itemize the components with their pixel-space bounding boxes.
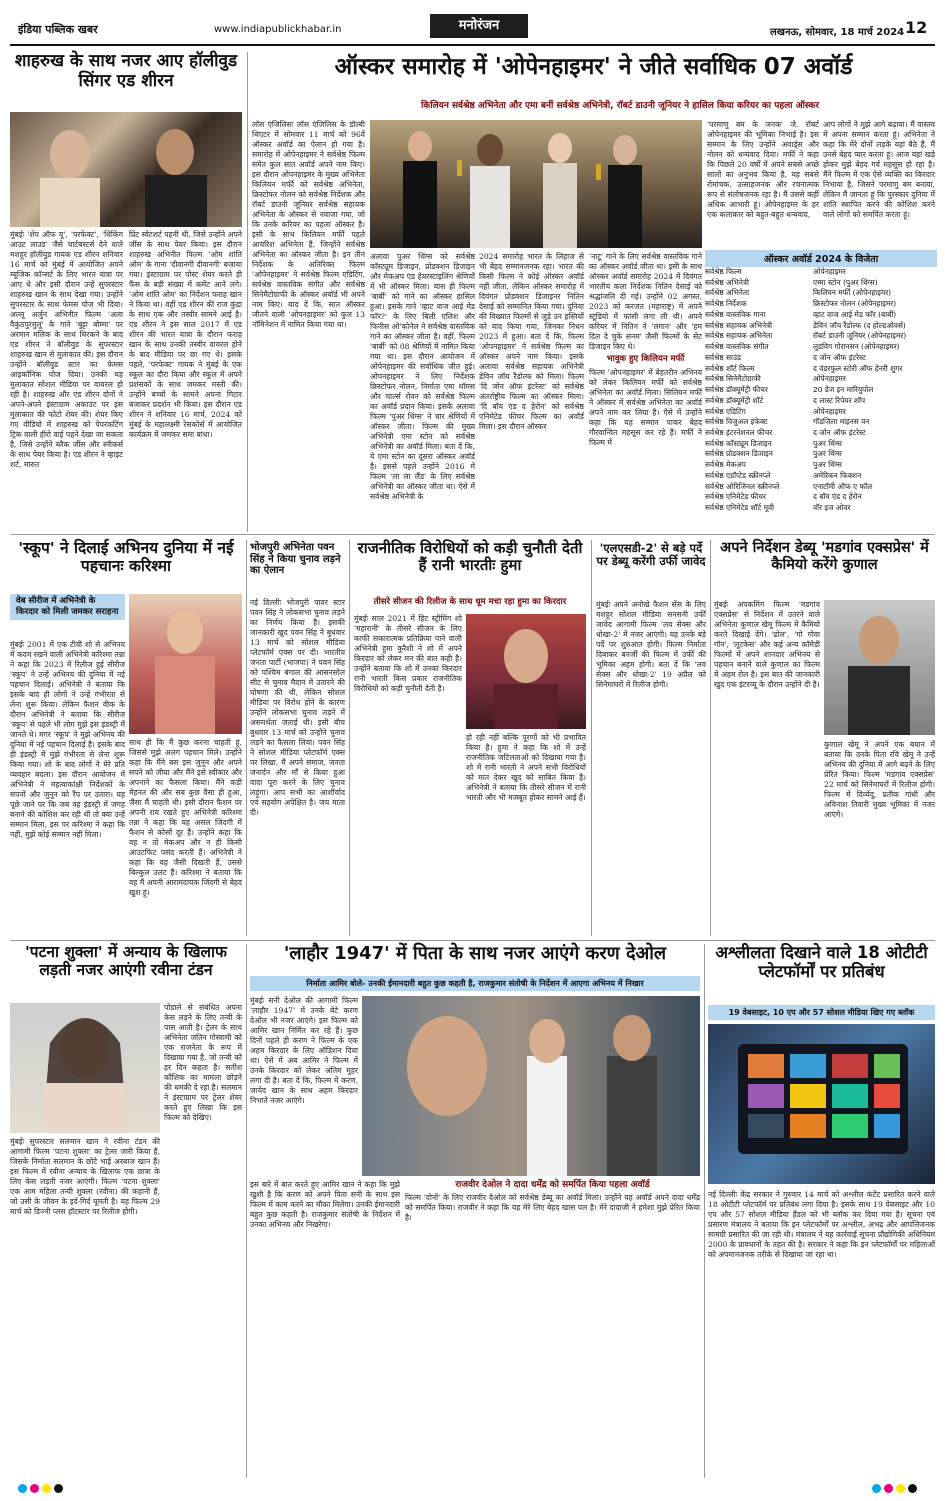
award-row	[705, 407, 937, 418]
section-divider	[10, 534, 935, 535]
oscars-headline: ऑस्कर समारोह में 'ओपेनहाइमर' ने जीते सर्वाधिक 07 अवॉर्ड	[334, 54, 853, 80]
oscars-body-col2: अलावा पुअर थिंग्स को सर्वश्रेष्ठ कॉस्ट्यूम डिजाइन, प्रोडक्शन डिजाइन और मेकअप एंड हेयरस्टाइलिंग श्रेणियों में भी ऑस्कर मिला। यास ही फिल्म 'बार्बी' को गाने का ऑस्कर हासिल हुआ। इसके गाने 'व्हाट वाज आई मेड फॉर?' के लिए बिली एलिश और फिनीस ओ'कोनेल ने सर्वश्रेष्ठ वास्तविक गाने का ऑस्कर जीता है। वहीं, फिल्म 'बार्बी' को 08 श्रेणियों में नामित किया गया था। इस दौरान आयोजन में ओपेनहाइमर की सर्वाधिक जीत हुई। ओपनहाइमर ने लिए निर्देशक क्रिस्टोफर नोलन, निर्माता एमा थॉमस और चार्ल्स रोवन को सर्वश्रेष्ठ फिल्म का अवॉर्ड प्रदान किया। इसके अलावा फिल्म 'पुअर थिंग्स' ने चार श्रेणियों में ऑस्कर जीता। फिल्म की मुख्य अभिनेत्री एमा स्टोन को सर्वश्रेष्ठ अभिनेत्री का अवॉर्ड मिला। बता दें कि, ये एमा स्टोन का दूसरा ऑस्कर अवॉर्ड है। इससे पहले उन्होंने 2016 में फिल्म 'ला ला लैंड' के लिए सर्वश्रेष्ठ अभिनेत्री का ऑस्कर जीता था। ऐसे में सर्वश्रेष्ठ अभिनेत्री के	[370, 252, 475, 502]
award-row	[705, 278, 937, 289]
website-url[interactable]: www.indiapublickhabar.in	[214, 24, 342, 35]
ott-subhead: 19 वेबसाइट, 10 एप और 57 सोशल मीडिया खिए गए ब्लॉक	[708, 1005, 935, 1020]
column-divider	[710, 540, 711, 936]
column-divider	[246, 944, 247, 1478]
photo-placeholder-icon	[824, 600, 935, 735]
karan-body-col1: मुंबईः सनी देओल की आगामी फिल्म 'लाहौर 1947' में उनके बेटे करण देओल भी नजर आएंगे। इस फिल्म को आमिर खान निर्मित कर रहे हैं। कुछ दिनों पहले ही करण ने फिल्म के एक अहम किरदार के लिए ऑडिशन दिया था। ऐसे में अब आमिर ने फिल्म में उनके किरदार को लेकर अंतिम मुहर लगा दी है। बता दें कि, फिल्म में करण, जायेद खान के साथ अहम किरदार निभाते नजर आएंगे।	[250, 996, 358, 1106]
award-winner: 20 डेज इन मारियुपोल	[813, 385, 874, 395]
huma-headline-box	[354, 540, 586, 594]
oscars-headline-box	[252, 54, 935, 94]
ott-body: नई दिल्लीः केंद्र सरकार ने गुरुवार 14 मार्च को अश्लील कंटेंट प्रसारित करने वाले 18 ओटीटी प्लेटफॉर्म पर प्रतिबंध लगा दिया है। इसके साथ 19 वेबसाइट और 10 एप और 57 सोशल मीडिया हैंडल को भी ब्लॉक कर दिया गया है। सूचना एवं प्रसारण मंत्रालय ने बताया कि इन प्लेटफॉर्मों पर अश्लील, अभद्र और आपत्तिजनक सामग्री प्रसारित की जा रही थी। मंत्रालय ने यह कार्रवाई सूचना प्रौद्योगिकी अधिनियम 2000 के प्रावधानों के तहत की है। सरकार ने कहा कि इन प्लेटफॉर्मों पर महिलाओं को अपमानजनक तरीके से दिखाया जा रहा था।	[708, 1190, 935, 1260]
urfi-headline: 'एलएसडी-2' से बड़े पर्दे पर डेब्यू करेंगी उर्फी जावेद	[596, 541, 706, 569]
award-row	[705, 471, 937, 482]
oscars-body-col5: 'परमाणु बम के जनक' जे. रॉबर्ट ओपेनहाइमर की भूमिका निभाई है। इस सम्मान के लिए उन्होंने अवार्ड्स और नोलन को धन्यवाद दिया। मर्फी ने कहा कि पिछले 20 वर्षों में अपने सबसे अच्छे सालों का अनुभव किया है, यह सबसे रोमांचक, उत्साहजनक और रचनात्मक रूप से संतोषजनक रहा है। मैं उससे कहीं अधिक आभारी हूं। ओपेनहाइमर के हर एक कलाकार को बहुत-बहुत धन्यवाद,	[707, 120, 819, 220]
award-category: सर्वश्रेष्ठ शॉर्ट फिल्म	[705, 363, 755, 373]
award-category: सर्वश्रेष्ठ एडॉप्टेड स्क्रीनप्ले	[705, 470, 771, 480]
raveena-body-col2: पोडाले से संबंधित अपना केस लड़ने के लिए तन्वी के पास आती है। ट्रेलर के साथ अभिनेता जतिन गोस्वामी को एक राजनेता के रूप में दिखाया गया है, जो तन्वी को हर दिन कहता है। सतीश कौशिक का मामला छोड़ने की धमकी दे रहा है। सलमान ने इंस्टाग्राम पर ट्रेलर शेयर करते हुए लिखा कि इस फिल्म को देखिए।	[164, 1003, 242, 1123]
award-winner: क्रिस्टोफर नोलन (ओपेनहाइमर)	[813, 299, 897, 309]
award-winner: पुअर थिंग्स	[813, 438, 842, 448]
kunal-headline: अपने निर्देशन डेब्यू 'मडगांव एक्सप्रेस' में कैमियो करेंगे कुणाल	[720, 540, 929, 573]
photo-placeholder-icon	[362, 996, 700, 1176]
award-row	[705, 460, 937, 471]
rajveer-subhead: राजवीर देओल ने दादा धर्मेंद्र को समर्पित किया पहला अवॉर्ड	[455, 1180, 650, 1190]
page-number: 12	[905, 18, 928, 37]
karan-subhead-box	[250, 976, 700, 992]
kunal-body-col1: मुंबईः अपकमिंग फिल्म 'मडगांव एक्सप्रेस' से निर्देशन में उतरने वाले अभिनेता कुणाल खेमू फिल्म में कैमियो करते दिखाई देंगे। 'ढोल', 'गो गोवा गॉन', 'लूटकेस' और कई अन्य कॉमेडी फिल्मों में अपने शानदार अभिनय से पहचान बनाने वाले कुणाल का फिल्म में अहम रोल है। इस बात की जानकारी खुद एक इंटरव्यू के दौरान उन्होंने दी है।	[714, 600, 820, 690]
award-winner: द बॉय एंड द हेरोन	[813, 492, 862, 502]
award-row	[705, 449, 937, 460]
shahrukh-headline-box	[10, 52, 242, 108]
karan-photo	[362, 996, 700, 1176]
award-winner: डेविन जॉय रैंडोल्फ (द होल्डओवर्स)	[813, 320, 906, 330]
oscars-col4-wrap	[589, 252, 702, 530]
award-category: सर्वश्रेष्ठ कॉस्ट्यूम डिजाइन	[705, 438, 772, 448]
karishma-subhead-box	[10, 594, 125, 634]
photo-placeholder-icon	[129, 594, 242, 734]
black-registration-dot	[54, 1484, 63, 1493]
photo-placeholder-icon	[708, 1024, 935, 1184]
award-winner: द जोन ऑफ इंटरेस्ट	[813, 428, 866, 438]
award-winner: ओपेनहाइमर	[813, 406, 846, 416]
oscar-winners-table	[705, 250, 937, 525]
rajveer-body: फिल्म 'दोनों' के लिए राजवीर देओल को सर्वश्रेष्ठ डेब्यू का अवॉर्ड मिला। उन्होंने यह अवॉर्ड अपने दादा धर्मेंद्र को समर्पित किया। राजवीर ने कहा कि यह मेरे लिए बेहद खास पल है। मेरे दादाजी ने हमेशा मुझे प्रेरित किया है।	[405, 1193, 700, 1223]
award-category: सर्वश्रेष्ठ साउंड	[705, 352, 741, 362]
date-line: लखनऊ, सोमवार, 18 मार्च 2024	[770, 27, 905, 38]
award-category: सर्वश्रेष्ठ सहायक अभिनेता	[705, 331, 773, 341]
yellow-registration-dot	[896, 1484, 905, 1493]
award-category: सर्वश्रेष्ठ अभिनेत्री	[705, 277, 749, 287]
award-category: सर्वश्रेष्ठ एनिमेटेड फीचर	[705, 492, 766, 502]
pawan-headline-box	[250, 542, 345, 594]
award-category: सर्वश्रेष्ठ एडिटिंग	[705, 406, 746, 416]
award-winner: अमेरिकन फिक्शन	[813, 470, 862, 480]
oscars-subhead-box	[305, 98, 935, 114]
award-category: सर्वश्रेष्ठ निर्देशक	[705, 299, 747, 309]
huma-body-col2: हो रही नहीं बल्कि पूरणों को भी प्रभावित किया है। हुमा ने कहा कि शो में उन्हें राजनीतिक जटिलताओं को दिखाया गया है। शो में रानी भारती ने अपने सभी विरोधियों को मात देकर खुद को साबित किया है। अभिनेत्री ने बताया कि तीसरे सीजन में रानी भारती और भी मजबूत होकर सामने आई हैं।	[466, 733, 586, 803]
award-row	[705, 374, 937, 385]
award-category: सर्वश्रेष्ठ प्रोडक्शन डिजाइन	[705, 449, 773, 459]
award-row	[705, 321, 937, 332]
award-category: सर्वश्रेष्ठ विजुअल इफेक्ट	[705, 417, 768, 427]
award-winner: पुअर थिंग्स	[813, 460, 842, 470]
ott-photo	[708, 1024, 935, 1184]
award-row	[705, 417, 937, 428]
murphy-subhead: भावुक हुए किलियन मर्फी	[606, 354, 685, 365]
oscars-body-col4b: फिल्म 'ओपनहाइमर' में बेहतरीन अभिनय को लेकर किलियन मर्फी को सर्वश्रेष्ठ अभिनेता का अवॉर्ड मिला। सिलियन मर्फी ने ऑस्कर में सर्वश्रेष्ठ अभिनेता का अवॉर्ड अपने नाम कर लिया है। ऐसे में उन्होंने कहा कि यह सम्मान पाकर बेहद गौरवान्वित महसूस कर रहे हैं। मर्फी ने फिल्म में	[589, 367, 702, 448]
huma-photo	[466, 614, 586, 729]
oscar-winners-title: ऑस्कर अवॉर्ड 2024 के विजेता	[705, 250, 937, 267]
award-winner: द जोन ऑफ इंटरेस्ट	[813, 352, 866, 362]
magenta-registration-dot	[30, 1484, 39, 1493]
award-row	[705, 428, 937, 439]
award-category: सर्वश्रेष्ठ फिल्म	[705, 267, 742, 276]
award-winner: किलियन मर्फी (ओपेनहाइमर)	[813, 288, 892, 298]
huma-body-col1: मुंबईः साल 2021 में हिट स्ट्रीमिंग शो 'महारानी' के तीसरे सीजन के लिए काफी सकारात्मक प्रतिक्रिया पाने वाली अभिनेत्री हुमा कुरैशी ने शो में अपने किरदार को लेकर मन की बात कही है। उन्होंने बताया कि शो में उनका किरदार रानी भारती किस प्रकार राजनीतिक विरोधियों को कड़ी चुनौती देती है।	[354, 614, 462, 694]
karishma-headline: 'स्कूप' ने दिलाई अभिनय दुनिया में नई पहचानः करिश्मा	[18, 539, 234, 575]
award-winner: ओपेनहाइमर	[813, 374, 846, 384]
cyan-registration-dot	[18, 1484, 27, 1493]
award-winner: वॉर इज ओवर	[813, 503, 851, 513]
award-category: सर्वश्रेष्ठ एनिमेटेड शॉर्ट मूवी	[705, 503, 775, 513]
award-winner: द वंडरफुल स्टोरी ऑफ हेनरी शुगर	[813, 363, 903, 373]
karishma-photo	[129, 594, 242, 734]
paper-name: इंडिया पब्लिक खबर	[18, 23, 98, 36]
column-divider	[591, 540, 592, 936]
masthead-rule	[10, 44, 935, 46]
column-divider	[247, 52, 248, 532]
award-row	[705, 385, 937, 396]
column-divider	[704, 944, 705, 1478]
black-registration-dot	[908, 1484, 917, 1493]
award-row	[705, 439, 937, 450]
award-category: सर्वश्रेष्ठ वास्तविक गाना	[705, 309, 766, 319]
pawan-body-col1: नई दिल्लीः भोजपुरी पावर स्टार पवन सिंह ने लोकसभा चुनाव लड़ने का निर्णय किया है। इसकी जानकारी खुद पवन सिंह ने बुधवार 13 मार्च को सोशल मीडिया प्लेटफॉर्म एक्स पर दी। भारतीय जनता पार्टी (भाजपा) ने पवन सिंह को पश्चिम बंगाल की आसनसोल सीट से चुनाव मैदान में उतारने की घोषणा की थी, लेकिन सोशल मीडिया पर विरोध होने के कारण उन्होंने लोकसभा चुनाव लड़ने में असमर्थता जताई थी। इसी बीच बुधवार 13 मार्च को उन्होंने चुनाव लड़ने का फैसला लिया। पवन सिंह ने सोशल मीडिया प्लेटफॉर्म एक्स पर लिखा, मैं अपने समाज, जनता जनार्दन और माँ से किया हुआ वादा पूरा करने के लिए चुनाव लड़ूंगा। आप सभी का आशीर्वाद एवं सहयोग अपेक्षित है। जय माता दी।	[250, 598, 345, 818]
award-row	[705, 492, 937, 503]
award-category: सर्वश्रेष्ठ सहायक अभिनेत्री	[705, 320, 773, 330]
award-row	[705, 331, 937, 342]
raveena-photo	[10, 1003, 160, 1133]
karishma-body-col1: मुंबईः 2001 में एक टीवी शो से अभिनय में कदम रखने वाली अभिनेत्री करिश्मा तन्ना ने कहा कि 2023 में रिलीज हुई सीरीज 'स्कूप' ने उन्हें अभिनय की दुनिया में नई पहचान दिलाई। अभिनेत्री ने बताया कि इसके बाद ही लोगों ने उन्हें गंभीरता से लेना शुरू किया। लेकिन फैशन वीक के दौरान अभिनेत्री ने बताया कि सीरीज 'स्कूप' से पहले भी लोग मुझे इस इंडस्ट्री में जानते थे। मगर 'स्कूप' ने मुझे अभिनय की दुनिया में नई पहचान दिलाई है। इसके बाद ही इंडस्ट्री में मुझे गंभीरता से लेना शुरू किया गया। शो के बाद लोगों ने मेरे प्रति व्यवहार बदला। इस दौरान आयोजन में अभिनेत्री ने महत्वाकांक्षी निर्देशकों के सपनों और जुनून को रैंप पर उतारा। यह पूछे जाने पर कि जब वह इंडस्ट्री में जगह बनाने की कोशिश कर रही थीं तो क्या उन्हें सम्मान मिला, इस पर करिश्मा ने कहा कि नहीं, मुझे कोई सम्मान नहीं मिला।	[10, 640, 126, 840]
award-category: सर्वश्रेष्ठ मेकअप	[705, 460, 746, 470]
oscars-body-col1: लॉस एंजिलिसः लॉस एंजिलिस के डॉल्बी थिएटर में सोमवार 11 मार्च को 96वें ऑस्कर अवॉर्ड का ऐलान हो गया है। समारोह में ओपेनहाइमर ने सर्वश्रेष्ठ फिल्म समेत कुल सात अवॉर्ड अपने नाम किए। इस दौरान ओपनहाइमर के मुख्य अभिनेता किलियन मर्फी को सर्वश्रेष्ठ अभिनेता, क्रिस्टोफर नोलन को सर्वश्रेष्ठ निर्देशक और रॉबर्ट डाउनी जूनियर सर्वश्रेष्ठ सहायक अभिनेता के ऑस्कर से नवाजा गया, जो कि उनके करियर का पहला ऑस्कर है। इसी के साथ किलियन मर्फी पहले आयरिश अभिनेता हैं, जिन्होंने सर्वश्रेष्ठ अभिनेता का ऑस्कर जीता है। इन तीन निर्देशक के अतिरिक्त फिल्म 'ओपेनहाइमर' ने सर्वश्रेष्ठ फिल्म एडिटिंग, सर्वश्रेष्ठ वास्तविक संगीत और सर्वश्रेष्ठ सिनेमैटोग्राफी के ऑस्कर अवॉर्ड भी अपने नाम किए। याद दें कि, सात ऑस्कर जीतने वाली 'ओपनहाइमर' को कुल 13 नॉमिनेशन में नामित किया गया था।	[252, 120, 365, 330]
huma-headline: राजनीतिक विरोधियों को कड़ी चुनौती देती हैं रानी भारतीः हुमा	[357, 539, 583, 575]
karan-body-col2: इस बारे में बात करते हुए आमिर खान ने कहा कि मुझे खुशी है कि करण को अपने पिता सनी के साथ इस फिल्म में काम करने का मौका मिलेगा। उनकी ईमानदारी बहुत कुछ कहती है। राजकुमार संतोषी के निर्देशन में उनका अभिनय और निखरेगा।	[250, 1180, 400, 1230]
award-winner: पुअर थिंग्स	[813, 449, 842, 459]
award-category: सर्वश्रेष्ठ सिनेमैटोग्राफी	[705, 374, 761, 384]
shahrukh-photo	[10, 112, 242, 227]
oscars-body-col6: आप लोगों ने मुझे आगे बढ़ाया। मैं वास्तव में अपना सम्मान करता हूं। अभिनेता ने कहा कि मेरे दोनों लड़के यहां बैठे हैं, मैं उनसे बेहद प्यार करता हूं। आज यहां खड़े होकर मुझे बेहद गर्व महसूस हो रहा है। मैंने फिल्म में एक ऐसे व्यक्ति का किरदार निभाया है, जिसने परमाणु बम बनाया, लेकिन मैं जानता हूं कि पुरस्कार दुनिया में शांति स्थापित करने की कोशिश करने वाले लोगों को समर्पित करता हूं।	[823, 120, 935, 220]
award-category: सर्वश्रेष्ठ इंटरनेशनल फीचर	[705, 428, 773, 438]
column-divider	[349, 540, 350, 936]
oscars-winners-photo	[370, 120, 702, 248]
award-row	[705, 342, 937, 353]
award-winner: लुडविग गोरानसन (ओपेनहाइमर)	[813, 342, 900, 352]
magenta-registration-dot	[884, 1484, 893, 1493]
raveena-body-col1: मुंबईः सुपरस्टार सलमान खान ने रवीना टंडन की आगामी फिल्म 'पटना शुक्ला' का ट्रेलर जारी किया है, जिसके निर्माता सलमान के छोटे भाई अरबाज खान हैं। इस फिल्म में रवीना अन्याय के खिलाफ एक छात्रा के लिए केस लड़ती नजर आएंगी। फिल्म 'पटना शुक्ला' एक आम महिला तन्वी शुक्ला (रवीना) की कहानी है, जो उसी के जीवन के इर्द-गिर्द घूमती है। यह फिल्म 29 मार्च को डिज्नी प्लस हॉटस्टार पर रिलीज होगी।	[10, 1137, 160, 1217]
karishma-body-col2: साथ ही कि मैं कुछ करना चाहती हूं, जिससे मुझे अलग पहचान मिले। उन्होंने कहा कि मैंने बस इस जुनून और अपने सपने को जीया और मैंने इसे स्वीकार और अपनाने का फैसला किया। मैंने कड़ी मेहनत की और सब कुछ वैसा ही हुआ, जैसा मैं चाहती थी। इसी दौरान फैशन पर अपनी राय रखते हुए अभिनेत्री करिश्मा तन्ना ने कहा कि यह असल जिंदगी में फैशन से कोसों दूर हैं। उन्होंने कहा कि वह न तो मेकअप और न ही किसी आउटफिट पसंद करती हैं। अभिनेत्री ने कहा कि वह जैसी दिखती हैं, उससे बिल्कुल उलट हैं। करिश्मा ने बताया कि वह मैं अपनी आरामदायक जिंदगी से बेहद खुश हूं।	[129, 738, 242, 898]
ott-headline-box	[708, 944, 935, 1002]
award-row	[705, 482, 937, 493]
cyan-registration-dot	[872, 1484, 881, 1493]
karishma-subhead: वेब सीरीज में अभिनेत्री के किरदार को मिली जमकर सराहना	[10, 594, 125, 620]
raveena-headline-box	[10, 944, 242, 1000]
photo-placeholder-icon	[10, 112, 242, 227]
award-category: सर्वश्रेष्ठ डॉक्यूमेंट्री फीचर	[705, 385, 768, 395]
shahrukh-headline: शाहरुख के साथ नजर आए हॉलीवुड सिंगर एड शीरन	[14, 51, 238, 91]
section-divider	[10, 940, 935, 941]
award-winner: रॉबर्ट डाउनी जूनियर (ओपेनहाइमर)	[813, 331, 907, 341]
rajveer-box	[405, 1180, 700, 1477]
award-row	[705, 396, 937, 407]
award-category: सर्वश्रेष्ठ डॉक्यूमेंट्री शॉर्ट	[705, 395, 764, 405]
award-category: सर्वश्रेष्ठ अभिनेता	[705, 288, 750, 298]
ott-headline: अश्लीलता दिखाने वाले 18 ओटीटी प्लेटफॉर्मों पर प्रतिबंध	[715, 943, 928, 981]
kunal-headline-box	[714, 540, 935, 596]
shahrukh-body-col2: प्रिंट स्वेटशर्ट पहनी थी, जिसे उन्होंने अपने जींस के साथ पेयर किया। इस दौरान शाहरुख अभिनीत फिल्म 'ओम शांति ओम' के गाना 'दीवानगी दीवानगी' बजाया गया। इंस्टाग्राम पर पोस्ट शेयर करते ही फैंस के बड़ी संख्या में कमेंट आने लगे। 'ओम शांति ओम' का निर्देशन फराह खान ने किया था। वहीं एड शीरन की राज कुंद्रा के साथ एक और तस्वीर सामने आई है। एड शीरन ने इस साल 2017 में एड शीरन की भारत यात्रा के दौरान फराह खान के साथ उनकी तस्वीर वायरल होने के बाद मीडिया पर छा गए थे। इसके पहले, 'परफेक्ट' गायक ने मुंबई के एक स्कूल का दौरा किया और स्कूल में अपने प्रशंसकों के साथ जमकर मस्ती की। उन्होंने बच्चों के सामने अपना गिटार बजाकर प्रदर्शन भी किया। इस दौरान एड शीरन ने शनिवार 16 मार्च, 2024 को मुंबई के महालक्ष्मी रेसकोर्स में आयोजित कार्यक्रम में जमकर समा बांधा।	[129, 230, 242, 440]
huma-subhead-box	[354, 596, 586, 610]
kunal-body-col2: कुणाल खेमू ने अपने एक बयान में बताया कि उनके पिता रवि खेमू ने उन्हें अभिनय की दुनिया में आगे बढ़ने के लिए प्रेरित किया। फिल्म 'मडगांव एक्सप्रेस' 22 मार्च को सिनेमाघरों में रिलीज होगी। फिल्म में दिव्येंदु, प्रतीक गांधी और अविनाश तिवारी मुख्य भूमिका में नजर आएंगे।	[824, 740, 935, 820]
yellow-registration-dot	[42, 1484, 51, 1493]
oscars-subhead: किलियन सर्वश्रेष्ठ अभिनेता और एमा बनीं सर्वश्रेष्ठ अभिनेत्री, रॉबर्ट डाउनी जूनियर ने हासिल किया करियर का पहला ऑस्कर	[420, 101, 820, 111]
huma-subhead: तीसरे सीजन की रिलीज के साथ धूम मचा रहा हुमा का किरदार	[373, 597, 567, 607]
column-divider	[246, 540, 247, 936]
kunal-photo	[824, 600, 935, 735]
karan-subhead: निर्माता आमिर बोले- उनकी ईमानदारी बहुत कुछ कहती है, राजकुमार संतोषी के निर्देशन में आएगा अभिनय में निखार	[250, 976, 700, 991]
award-winner: ओपेनहाइमर	[813, 267, 846, 276]
award-winner: एनाटॉमी ऑफ ए फॉल	[813, 481, 873, 491]
urfi-headline-box	[596, 542, 706, 598]
award-row	[705, 364, 937, 375]
ott-subhead-box	[708, 1005, 935, 1021]
award-row	[705, 288, 937, 299]
award-winner: व्हाट वाज आई मेड फॉर (बार्बी)	[813, 309, 897, 319]
photo-placeholder-icon	[466, 614, 586, 729]
pawan-headline: भोजपुरी अभिनेता पवन सिंह ने किया चुनाव लड़ने का ऐलान	[250, 542, 341, 576]
raveena-headline: 'पटना शुक्ला' में अन्याय के खिलाफ लड़ती नजर आएंगी रवीना टंडन	[25, 943, 227, 979]
photo-placeholder-icon	[10, 1003, 160, 1133]
award-row	[705, 503, 937, 514]
award-winner: एम्मा स्टोन (पुअर थिंग्स)	[813, 277, 878, 287]
shahrukh-body-col1: मुंबईः 'शेप ऑफ यू', 'परफेक्ट', 'थिंकिंग आउट लाउड' जैसे चार्टबस्टर्स देने वाले मशहूर हॉलीवुड गायक एड शीरन शनिवार 16 मार्च को मुंबई में आयोजित अपने म्यूजिक कॉन्सर्ट के लिए भारत यात्रा पर आए थे और इसी दौरान उन्हें सुपरस्टार शाहरुख खान के साथ देखा गया। उन्होंने सुपरस्टार के साथ फेमस पोज भी दिया। अल्लू अर्जुन अभिनीत फिल्म 'अला वैकुंठपुरमुलू' के गाने 'बुट्टा बोम्मा' पर अरमान मलिक के साथ थिरकने के बाद एड शीरन ने बॉलीवुड के सुपरस्टार शाहरुख खान से मुलाकात की। इस दौरान उन्होंने बॉलीवुड स्टार का फेमस आइकॉनिक पोज दिया। उनकी यह मुलाकात सोशल मीडिया पर वायरल हो रही है। शाहरुख और एड शीरन दोनों ने अपने-अपने इंस्टाग्राम अकाउंट पर इस मुलाकात की फोटो शेयर की। शेयर किए गए वीडियो में शाहरुख को पेपरकटिंग ट्रिक वाली हीरो वाई पहने देखा जा सकता है, जिसे उन्होंने ब्लैक जींस और स्नीकर्स के साथ पेयर किया है। एड शीरन ने व्हाइट शर्ट, मारुत	[10, 230, 123, 470]
award-winner: द लास्ट रिपेयर शॉप	[813, 395, 866, 405]
award-winner: गॉडजिला माइनस वन	[813, 417, 870, 427]
photo-placeholder-icon	[370, 120, 702, 248]
masthead	[0, 0, 945, 48]
award-row	[705, 353, 937, 364]
section-label: मनोरंजन	[430, 14, 528, 38]
award-row	[705, 267, 937, 278]
karan-headline-box	[250, 944, 700, 974]
karishma-headline-box	[10, 540, 242, 592]
award-row	[705, 299, 937, 310]
award-category: सर्वश्रेष्ठ वास्तविक संगीत	[705, 342, 769, 352]
urfi-body: मुंबईः अपने अनोखे फैशन सेंस के लिए मशहूर सोशल मीडिया सनसनी उर्फी जावेद आगामी फिल्म 'लव सेक्स और धोखा-2' में नजर आएंगी। यह उनके बड़े पर्दे पर शुरुआत होगी। फिल्म निर्माता दिबाकर बनर्जी की फिल्म में उर्फी की भूमिका अहम होगी। बता दें कि 'लव सेक्स और धोखा-2' 19 अप्रैल को सिनेमाघरों में रिलीज होगी।	[596, 600, 706, 690]
oscars-body-col4: 'नाटू' गाने के लिए सर्वश्रेष्ठ वास्तविक गाने का ऑस्कर अवॉर्ड जीता था। इसी के साथ ऑस्कर अवॉर्ड समारोह 2024 में दिवंगत भारतीय कला निर्देशक नितिन देसाई को श्रद्धांजलि दी गई। उन्होंने 02 अगस्त, 2023 को करजत (महाराष्ट्र) में अपने स्टूडियो में फांसी लगा ली थी। अपने करियर में नितिन ने 'लगान' और 'हम दिल दे चुके सनम' जैसी फिल्मों के सेट डिजाइन किए थे।	[589, 252, 702, 352]
oscar-winners-rows	[705, 267, 937, 514]
oscars-body-col3: 2024 समारोह भारत के लिहाज से भी बेहद सम्मानजनक रहा। भारत की किसी फिल्म ने कोई ऑस्कर अवॉर्ड नहीं जीता, लेकिन ऑस्कर समारोह में दिवंगत प्रोडक्शन डिजाइनर नितिन देसाई को सम्मानित किया गया। दुनिया की विख्यात फिल्मों से जुड़े उन हस्तियों को याद किया गया, जिनका निधन 2023 में हुआ। बता दें कि, फिल्म 'ओपनहाइमर' ने सर्वश्रेष्ठ फिल्म का ऑस्कर अपने नाम किया। इसके अलावा सर्वश्रेष्ठ सहायक अभिनेत्री डेविन जॉय रैंडोल्फ को मिला। फिल्म 'दि जोन ऑफ इंटरेस्ट' को सर्वश्रेष्ठ अंतर्राष्ट्रीय फिल्म का ऑस्कर मिला। 'दि बॉय एंड द हेरोन' को सर्वश्रेष्ठ एनिमेटेड फीचर फिल्म का अवॉर्ड मिला। इस दौरान ऑस्कर	[479, 252, 584, 432]
karan-headline: 'लाहौर 1947' में पिता के साथ नजर आएंगे करण देओल	[283, 943, 667, 964]
award-row	[705, 310, 937, 321]
award-category: सर्वश्रेष्ठ ओरिजिनल स्क्रीनप्ले	[705, 481, 780, 491]
